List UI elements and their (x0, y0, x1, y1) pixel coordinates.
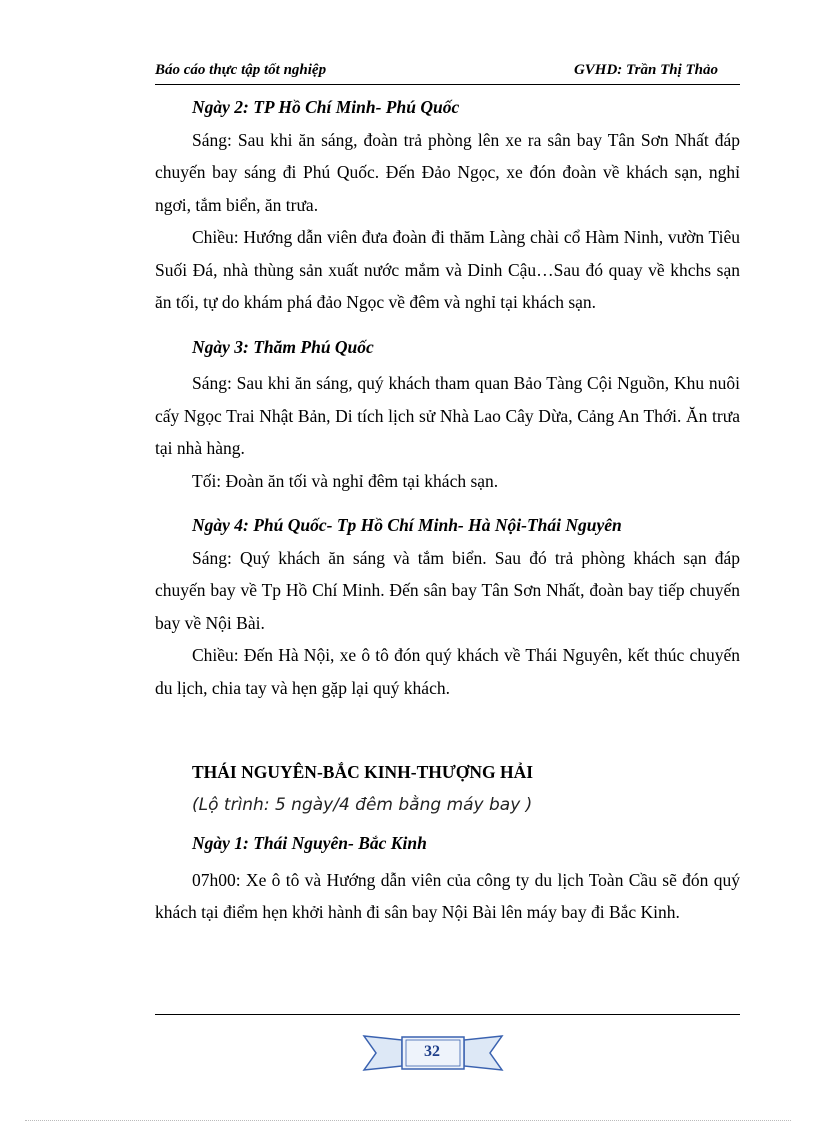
page-header (155, 60, 740, 85)
day4-morning-paragraph: Sáng: Quý khách ăn sáng và tắm biển. Sau đó trả phòng khách sạn đáp chuyến bay về Tp Hồ Chí Minh. Đến sân bay Tân Sơn Nhất, đoàn bay tiếp chuyến bay về Nội Bài. (155, 547, 740, 633)
header-advisor: GVHD: Trần Thị Thảo (573, 62, 718, 78)
header-report-title: Báo cáo thực tập tốt nghiệp (155, 62, 327, 78)
day1-paragraph: 07h00: Xe ô tô và Hướng dẫn viên của công ty du lịch Toàn Cầu sẽ đón quý khách tại điểm hẹn khởi hành đi sân bay Nội Bài lên máy bay đi Bắc Kinh. (155, 869, 740, 922)
day2-heading: Ngày 2: TP Hồ Chí Minh- Phú Quốc (192, 97, 460, 117)
day3-heading: Ngày 3: Thăm Phú Quốc (192, 336, 374, 357)
day3-morning-paragraph: Sáng: Sau khi ăn sáng, quý khách tham quan Bảo Tàng Cội Nguồn, Khu nuôi cấy Ngọc Trai Nhật Bản, Di tích lịch sử Nhà Lao Cây Dừa, Cảng An Thới. Ăn trưa tại nhà hàng. (155, 373, 740, 458)
page-body (155, 91, 740, 929)
tour-section-title: THÁI NGUYÊN-BẮC KINH-THƯỢNG HẢI (192, 762, 534, 782)
tour-section-subtitle: (Lộ trình: 5 ngày/4 đêm bằng máy bay ) (192, 794, 533, 815)
day3-evening-paragraph: Tối: Đoàn ăn tối và nghỉ đêm tại khách sạn. (192, 470, 499, 491)
day4-afternoon-paragraph: Chiều: Đến Hà Nội, xe ô tô đón quý khách về Thái Nguyên, kết thúc chuyến du lịch, chia tay và hẹn gặp lại quý khách. (155, 645, 740, 698)
day4-heading: Ngày 4: Phú Quốc- Tp Hồ Chí Minh- Hà Nội-Thái Nguyên (192, 515, 622, 535)
page-edge-dots (25, 1120, 791, 1121)
day2-afternoon-paragraph: Chiều: Hướng dẫn viên đưa đoàn đi thăm Làng chài cổ Hàm Ninh, vườn Tiêu Suối Đá, nhà thùng sản xuất nước mắm và Dinh Cậu…Sau đó quay về khchs sạn ăn tối, tự do khám phá đảo Ngọc về đêm và nghỉ tại khách sạn. (155, 227, 740, 312)
page-number-badge (362, 1030, 504, 1076)
footer-rule (155, 1014, 740, 1015)
day2-morning-paragraph: Sáng: Sau khi ăn sáng, đoàn trả phòng lên xe ra sân bay Tân Sơn Nhất đáp chuyến bay sáng đi Phú Quốc. Đến Đảo Ngọc, xe đón đoàn về khách sạn, nghỉ ngơi, tắm biển, ăn trưa. (155, 129, 740, 215)
page-number: 32 (424, 1043, 440, 1060)
day1-heading: Ngày 1: Thái Nguyên- Bắc Kinh (192, 833, 427, 853)
